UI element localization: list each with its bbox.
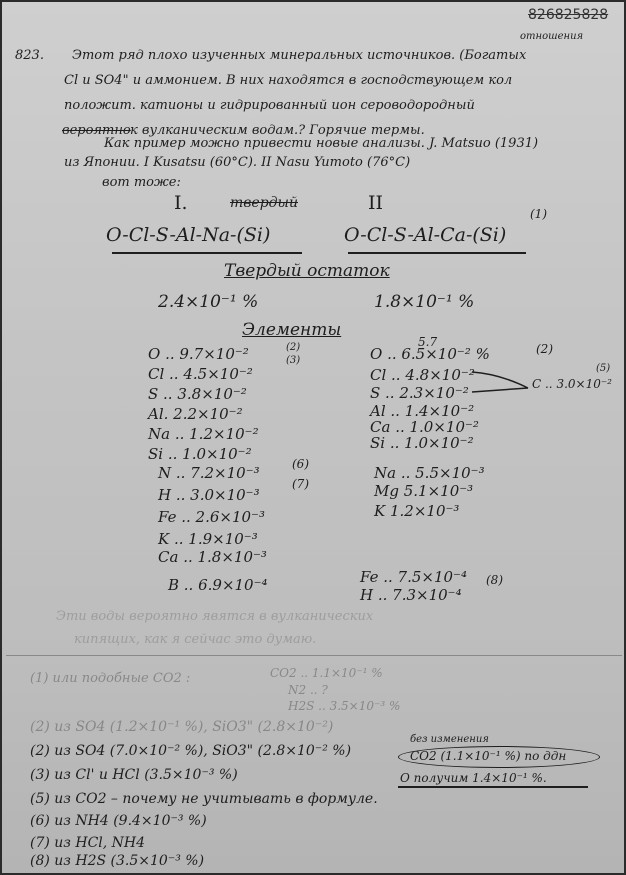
- col2-element-al: Al .. 1.4×10⁻²: [370, 402, 475, 420]
- col1-element-si: Si .. 1.0×10⁻²: [148, 445, 252, 463]
- col2-element-k: K 1.2×10⁻³: [374, 502, 460, 520]
- col2-note-2: (2): [536, 342, 553, 356]
- col2-element-si: Si .. 1.0×10⁻²: [370, 434, 474, 452]
- aside-bottom-note: O получим 1.4×10⁻¹ %.: [400, 771, 547, 785]
- column1-formula-underline: [112, 252, 302, 254]
- col2-element-fe: Fe .. 7.5×10⁻⁴: [360, 568, 467, 586]
- col2-side-note-c: C .. 3.0×10⁻²: [532, 377, 612, 391]
- col2-element-mg: Mg 5.1×10⁻³: [374, 482, 474, 500]
- footnote-item-1: (2) из SO4 (1.2×10⁻¹ %), SiO3" (2.8×10⁻²): [30, 719, 334, 735]
- paragraph2-line3: вот тоже:: [102, 175, 181, 190]
- column2-numeral: II: [368, 192, 384, 214]
- manuscript-page: [2, 2, 624, 873]
- paragraph1-line2: Cl и SO4" и аммонием. В них находятся в господствующем кол: [64, 73, 513, 88]
- paragraph1-line4: к вулканическим водам.? Горячие термы.: [130, 123, 425, 138]
- top-annotation: отношения: [520, 31, 584, 42]
- col2-side-note-mark: (5): [596, 363, 611, 374]
- col1-element-n: N .. 7.2×10⁻³: [158, 464, 260, 482]
- col1-element-na: Na .. 1.2×10⁻²: [148, 425, 259, 443]
- col1-element-k: K .. 1.9×10⁻³: [158, 530, 258, 548]
- col1-note-7: (7): [292, 477, 309, 491]
- col1-note-2: (2): [286, 342, 301, 353]
- col1-element-ca: Ca .. 1.8×10⁻³: [158, 548, 267, 566]
- side-note-brace: [470, 366, 532, 396]
- col2-element-o: O .. 6.5×10⁻² %: [370, 345, 490, 363]
- footnote-co2-intro: (1) или подобные CO2 :: [30, 671, 191, 686]
- archive-number: 826825828: [528, 7, 609, 23]
- footnote-item-3: (3) из Cl' и HCl (3.5×10⁻³ %): [30, 767, 238, 783]
- col1-element-s: S .. 3.8×10⁻²: [148, 385, 247, 403]
- elements-heading: Элементы: [242, 320, 342, 340]
- footnote-co2-value: CO2 .. 1.1×10⁻¹ %: [270, 666, 383, 680]
- footnote-item-6: (6) из NH4 (9.4×10⁻³ %): [30, 813, 207, 829]
- column1-numeral: I.: [174, 192, 188, 214]
- col1-element-b: B .. 6.9×10⁻⁴: [168, 576, 268, 594]
- footnote-item-8: (8) из H2S (3.5×10⁻³ %): [30, 853, 205, 869]
- faded-line-1: Эти воды вероятно явятся в вулканических: [56, 609, 374, 624]
- entry-number: 823.: [15, 48, 44, 63]
- column2-formula-underline: [348, 252, 526, 254]
- col1-note-3: (3): [286, 355, 301, 366]
- col2-element-na: Na .. 5.5×10⁻³: [374, 464, 485, 482]
- col2-element-s: S .. 2.3×10⁻²: [370, 384, 469, 402]
- col2-element-h: H .. 7.3×10⁻⁴: [360, 586, 462, 604]
- col1-note-6: (6): [292, 457, 309, 471]
- col1-element-fe: Fe .. 2.6×10⁻³: [158, 508, 265, 526]
- column1-residue: 2.4×10⁻¹ %: [158, 292, 259, 312]
- aside-underline: [398, 786, 588, 788]
- col2-correction: 5.7: [418, 335, 438, 349]
- column1-struck-note: твердый: [230, 195, 298, 211]
- footnote-h2s-value: H2S .. 3.5×10⁻³ %: [288, 699, 401, 713]
- paragraph2-line1: Как пример можно привести новые анализы. J. Matsuo (1931): [104, 136, 539, 151]
- footnote-n2-value: N2 .. ?: [288, 683, 328, 697]
- column1-formula: O-Cl-S-Al-Na-(Si): [106, 224, 271, 246]
- column2-note: (1): [530, 207, 547, 221]
- col2-element-cl: Cl .. 4.8×10⁻²: [370, 366, 475, 384]
- footnote-item-7: (7) из HCl, NH4: [30, 835, 146, 851]
- paragraph2-line2: из Японии. I Kusatsu (60°C). II Nasu Yumoto (76°C): [64, 155, 411, 170]
- col1-element-h: H .. 3.0×10⁻³: [158, 486, 260, 504]
- paragraph1-line3: положит. катионы и гидрированный ион сероводородный: [64, 98, 475, 113]
- footnote-item-2: (2) из SO4 (7.0×10⁻² %), SiO3" (2.8×10⁻² %): [30, 743, 352, 759]
- col2-note-8: (8): [486, 573, 503, 587]
- aside-top-note: без изменения: [410, 734, 489, 745]
- aside-box-text: CO2 (1.1×10⁻¹ %) по ддн: [410, 749, 567, 763]
- paragraph1-struck-word: вероятно: [62, 123, 131, 138]
- col1-element-o: O .. 9.7×10⁻²: [148, 345, 249, 363]
- column2-residue: 1.8×10⁻¹ %: [374, 292, 475, 312]
- column2-formula: O-Cl-S-Al-Ca-(Si): [344, 224, 507, 246]
- footnote-item-5: (5) из CO2 – почему не учитывать в формуле.: [30, 791, 378, 807]
- col1-element-al: Al. 2.2×10⁻²: [148, 405, 243, 423]
- paragraph1-line1: Этот ряд плохо изученных минеральных источников. (Богатых: [72, 48, 527, 63]
- col2-element-ca: Ca .. 1.0×10⁻²: [370, 418, 479, 436]
- residue-heading: Твердый остаток: [224, 261, 390, 281]
- col1-element-cl: Cl .. 4.5×10⁻²: [148, 365, 253, 383]
- footnote-separator: [6, 655, 622, 656]
- faded-line-2: кипящих, как я сейчас это думаю.: [74, 632, 317, 647]
